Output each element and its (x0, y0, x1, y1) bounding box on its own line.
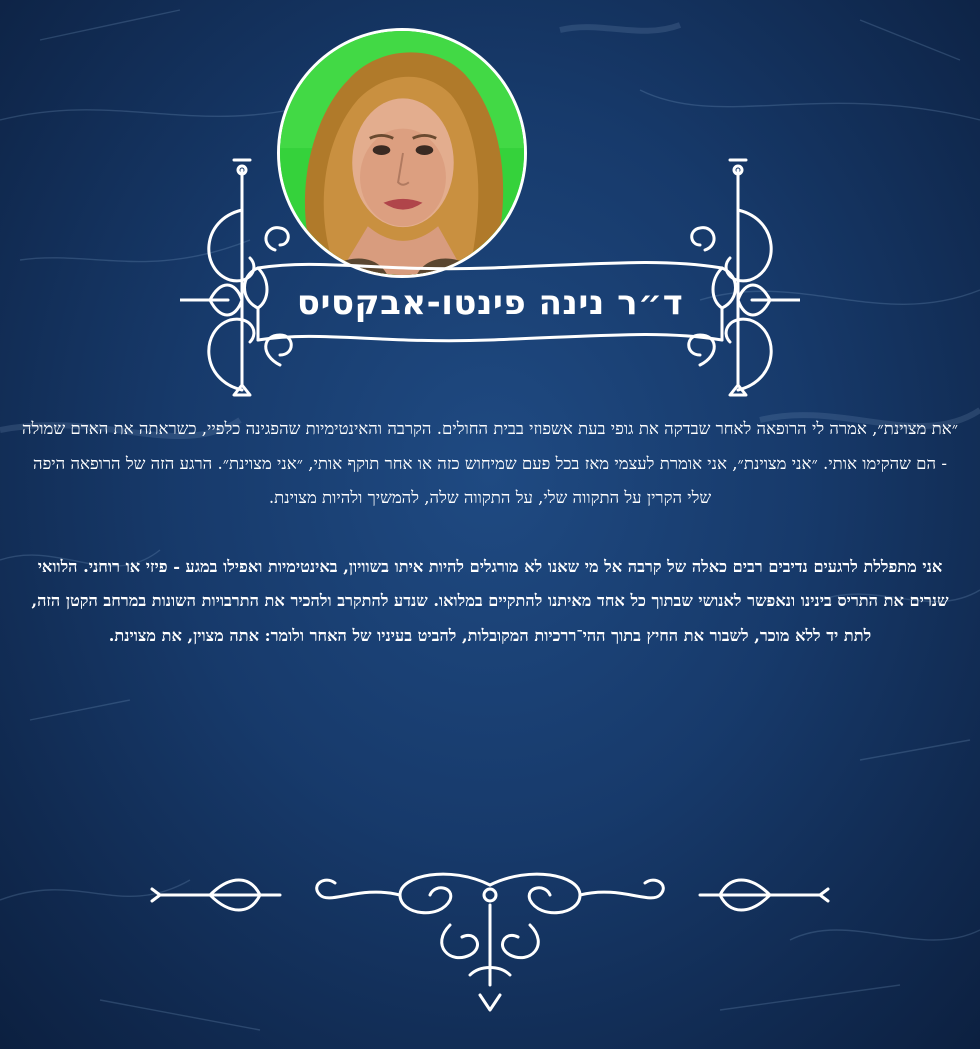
ornamental-divider (150, 865, 830, 1025)
article-paragraph-1: ״את מצוינת״, אמרה לי הרופאה לאחר שבדקה את גופי בעת אשפוזי בבית החולים. הקרבה והאינטימיות שהפגינה כלפיי, כשראתה את האדם שמולה - הם שהקימו אותי. ״אני מצוינת״, אני אומרת לעצמי מאז בכל פעם שמיחוש כזה או אחר תוקף אותי, ״אני מצוינת״. הרגע הזה של הרופאה היפה שלי הקרין על התקווה שלי, על התקווה שלה, להמשיך ולהיות מצוינת. (22, 419, 958, 507)
article-paragraph-2: אני מתפללת לרגעים נדיבים רבים כאלה של קרבה אל מי שאנו לא מורגלים להיות איתו בשוויון, באינטימיות ואפילו במגע - פיזי או רוחני. הלוואי שנרים את התריס בינינו ונאפשר לאנושי שבתוך כל אחד מאיתנו להתקיים במלואו. שנדע להתקרב ולהכיר את התרבויות השונות במרחב הקטן הזה, לתת יד ללא מוכר, לשבור את החיץ בתוך ההי־ררכיות המקובלות, להביט בעיניו של האחר ולומר: אתה מצוין, את מצוינת. (31, 556, 949, 645)
profile-name: ד״ר נינה פינטו-אבקסיס (296, 283, 684, 323)
article-body (22, 412, 958, 653)
